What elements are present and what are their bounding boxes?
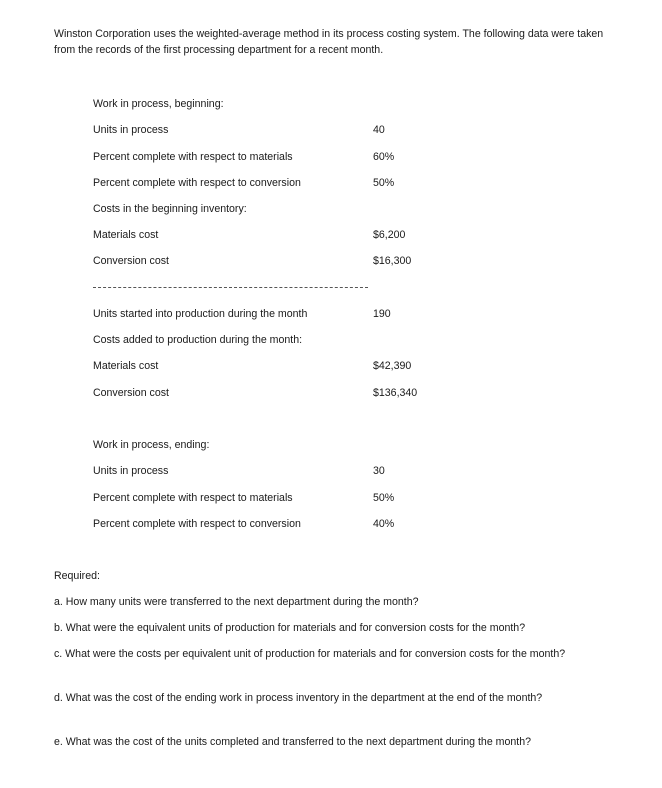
ending-conversion-pct-label: Percent complete with respect to conversion (93, 518, 301, 530)
added-conversion-cost-value: $136,340 (373, 387, 418, 399)
added-materials-cost-label: Materials cost (93, 360, 159, 372)
beginning-materials-pct-label: Percent complete with respect to materials (93, 151, 293, 163)
question-e: e. What was the cost of the units completed and transferred to the next department during the month? (54, 736, 531, 748)
beginning-materials-pct-value: 60% (373, 151, 395, 163)
question-b: b. What were the equivalent units of production for materials and for conversion costs for the month? (54, 622, 526, 634)
beginning-materials-cost-label: Materials cost (93, 229, 159, 241)
beginning-conversion-cost-label: Conversion cost (93, 255, 169, 267)
beginning-costs-heading: Costs in the beginning inventory: (93, 203, 247, 215)
added-materials-cost-value: $42,390 (373, 360, 412, 372)
units-started-label: Units started into production during the month (93, 308, 308, 320)
dashed-divider (93, 287, 368, 288)
costs-added-heading: Costs added to production during the month: (93, 334, 303, 346)
question-c: c. What were the costs per equivalent unit of production for materials and for conversion costs for the month? (54, 648, 566, 660)
beginning-conversion-cost-value: $16,300 (373, 255, 412, 267)
beginning-units-value: 40 (373, 124, 385, 136)
added-conversion-cost-label: Conversion cost (93, 387, 169, 399)
beginning-units-label: Units in process (93, 124, 169, 136)
beginning-conversion-pct-value: 50% (373, 177, 395, 189)
beginning-heading: Work in process, beginning: (93, 98, 224, 110)
units-started-value: 190 (373, 308, 391, 320)
beginning-conversion-pct-label: Percent complete with respect to conversion (93, 177, 301, 189)
intro-paragraph: Winston Corporation uses the weighted-average method in its process costing system. The following data were taken from the records of the first processing department for a recent month. (54, 28, 604, 56)
ending-units-label: Units in process (93, 465, 169, 477)
question-a: a. How many units were transferred to the next department during the month? (54, 596, 419, 608)
question-d: d. What was the cost of the ending work in process inventory in the department at the end of the month? (54, 692, 543, 704)
ending-materials-pct-value: 50% (373, 492, 395, 504)
beginning-materials-cost-value: $6,200 (373, 229, 406, 241)
ending-heading: Work in process, ending: (93, 439, 210, 451)
required-heading: Required: (54, 570, 100, 582)
ending-units-value: 30 (373, 465, 385, 477)
ending-conversion-pct-value: 40% (373, 518, 395, 530)
ending-materials-pct-label: Percent complete with respect to materials (93, 492, 293, 504)
